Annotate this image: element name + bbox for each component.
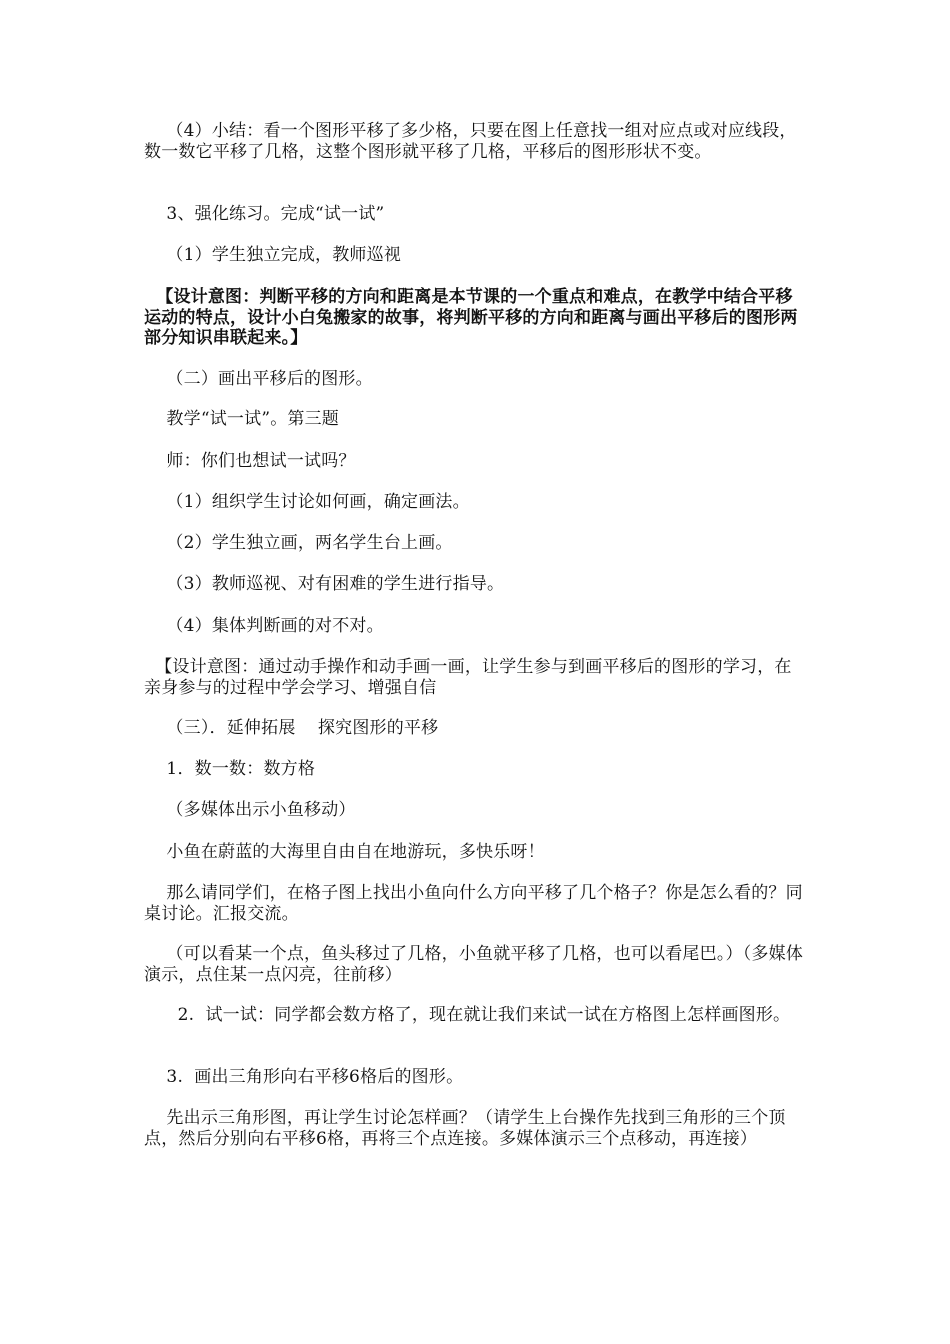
paragraph-teacher-question: 师：你们也想试一试吗？ [144, 451, 356, 471]
paragraph-design-intent-2: 【设计意图：通过动手操作和动手画一画，让学生参与到画平移后的图形的学习，在亲身参与的过程中学会学习、增强自信 [144, 657, 792, 698]
paragraph-draw-triangle: 3. 画出三角形向右平移6格后的图形。 [144, 1067, 464, 1087]
paragraph-teach-try: 教学“试一试”。第三题 [144, 409, 340, 429]
section-heading-3: （三）．延伸拓展 探究图形的平移 [144, 718, 439, 738]
paragraph-design-intent-1: 【设计意图：判断平移的方向和距离是本节课的一个重点和难点，在教学中结合平移运动的特点，设计小白兔搬家的故事，将判断平移的方向和距离与画出平移后的图形两部分知识串联起来。】 [144, 287, 798, 348]
paragraph-step-3: （3）教师巡视、对有困难的学生进行指导。 [144, 574, 505, 594]
paragraph-step-1: （1）组织学生讨论如何画，确定画法。 [144, 492, 470, 512]
section-heading-2: （二）画出平移后的图形。 [144, 369, 373, 389]
paragraph-triangle-method: 先出示三角形图，再让学生讨论怎样画？（请学生上台操作先找到三角形的三个顶点，然后分别向右平移6格，再将三个点连接。多媒体演示三个点移动，再连接） [144, 1108, 786, 1149]
paragraph-step-2: （2）学生独立画，两名学生台上画。 [144, 533, 453, 553]
paragraph-count-squares: 1．数一数：数方格 [144, 759, 316, 779]
paragraph-practice-heading: 3、强化练习。完成“试一试” [144, 204, 385, 224]
paragraph-fish-answer: （可以看某一个点，鱼头移过了几格，小鱼就平移了几格，也可以看尾巴。）（多媒体演示，点住某一点闪亮，往前移） [144, 944, 804, 985]
paragraph-fish-story: 小鱼在蔚蓝的大海里自由自在地游玩，多快乐呀！ [144, 842, 545, 862]
paragraph-try-draw: 2. 试一试：同学都会数方格了，现在就让我们来试一试在方格图上怎样画图形。 [144, 1005, 791, 1025]
paragraph-practice-step-1: （1）学生独立完成，教师巡视 [144, 245, 402, 265]
paragraph-media-fish: （多媒体出示小鱼移动） [144, 800, 356, 820]
paragraph-step-4: （4）集体判断画的对不对。 [144, 616, 384, 636]
paragraph-summary: （4）小结：看一个图形平移了多少格，只要在图上任意找一组对应点或对应线段，数一数它平移了几格，这整个图形就平移了几格，平移后的图形形状不变。 [144, 121, 797, 162]
paragraph-fish-question: 那么请同学们，在格子图上找出小鱼向什么方向平移了几个格子？你是怎么看的？同桌讨论。汇报交流。 [144, 883, 803, 924]
